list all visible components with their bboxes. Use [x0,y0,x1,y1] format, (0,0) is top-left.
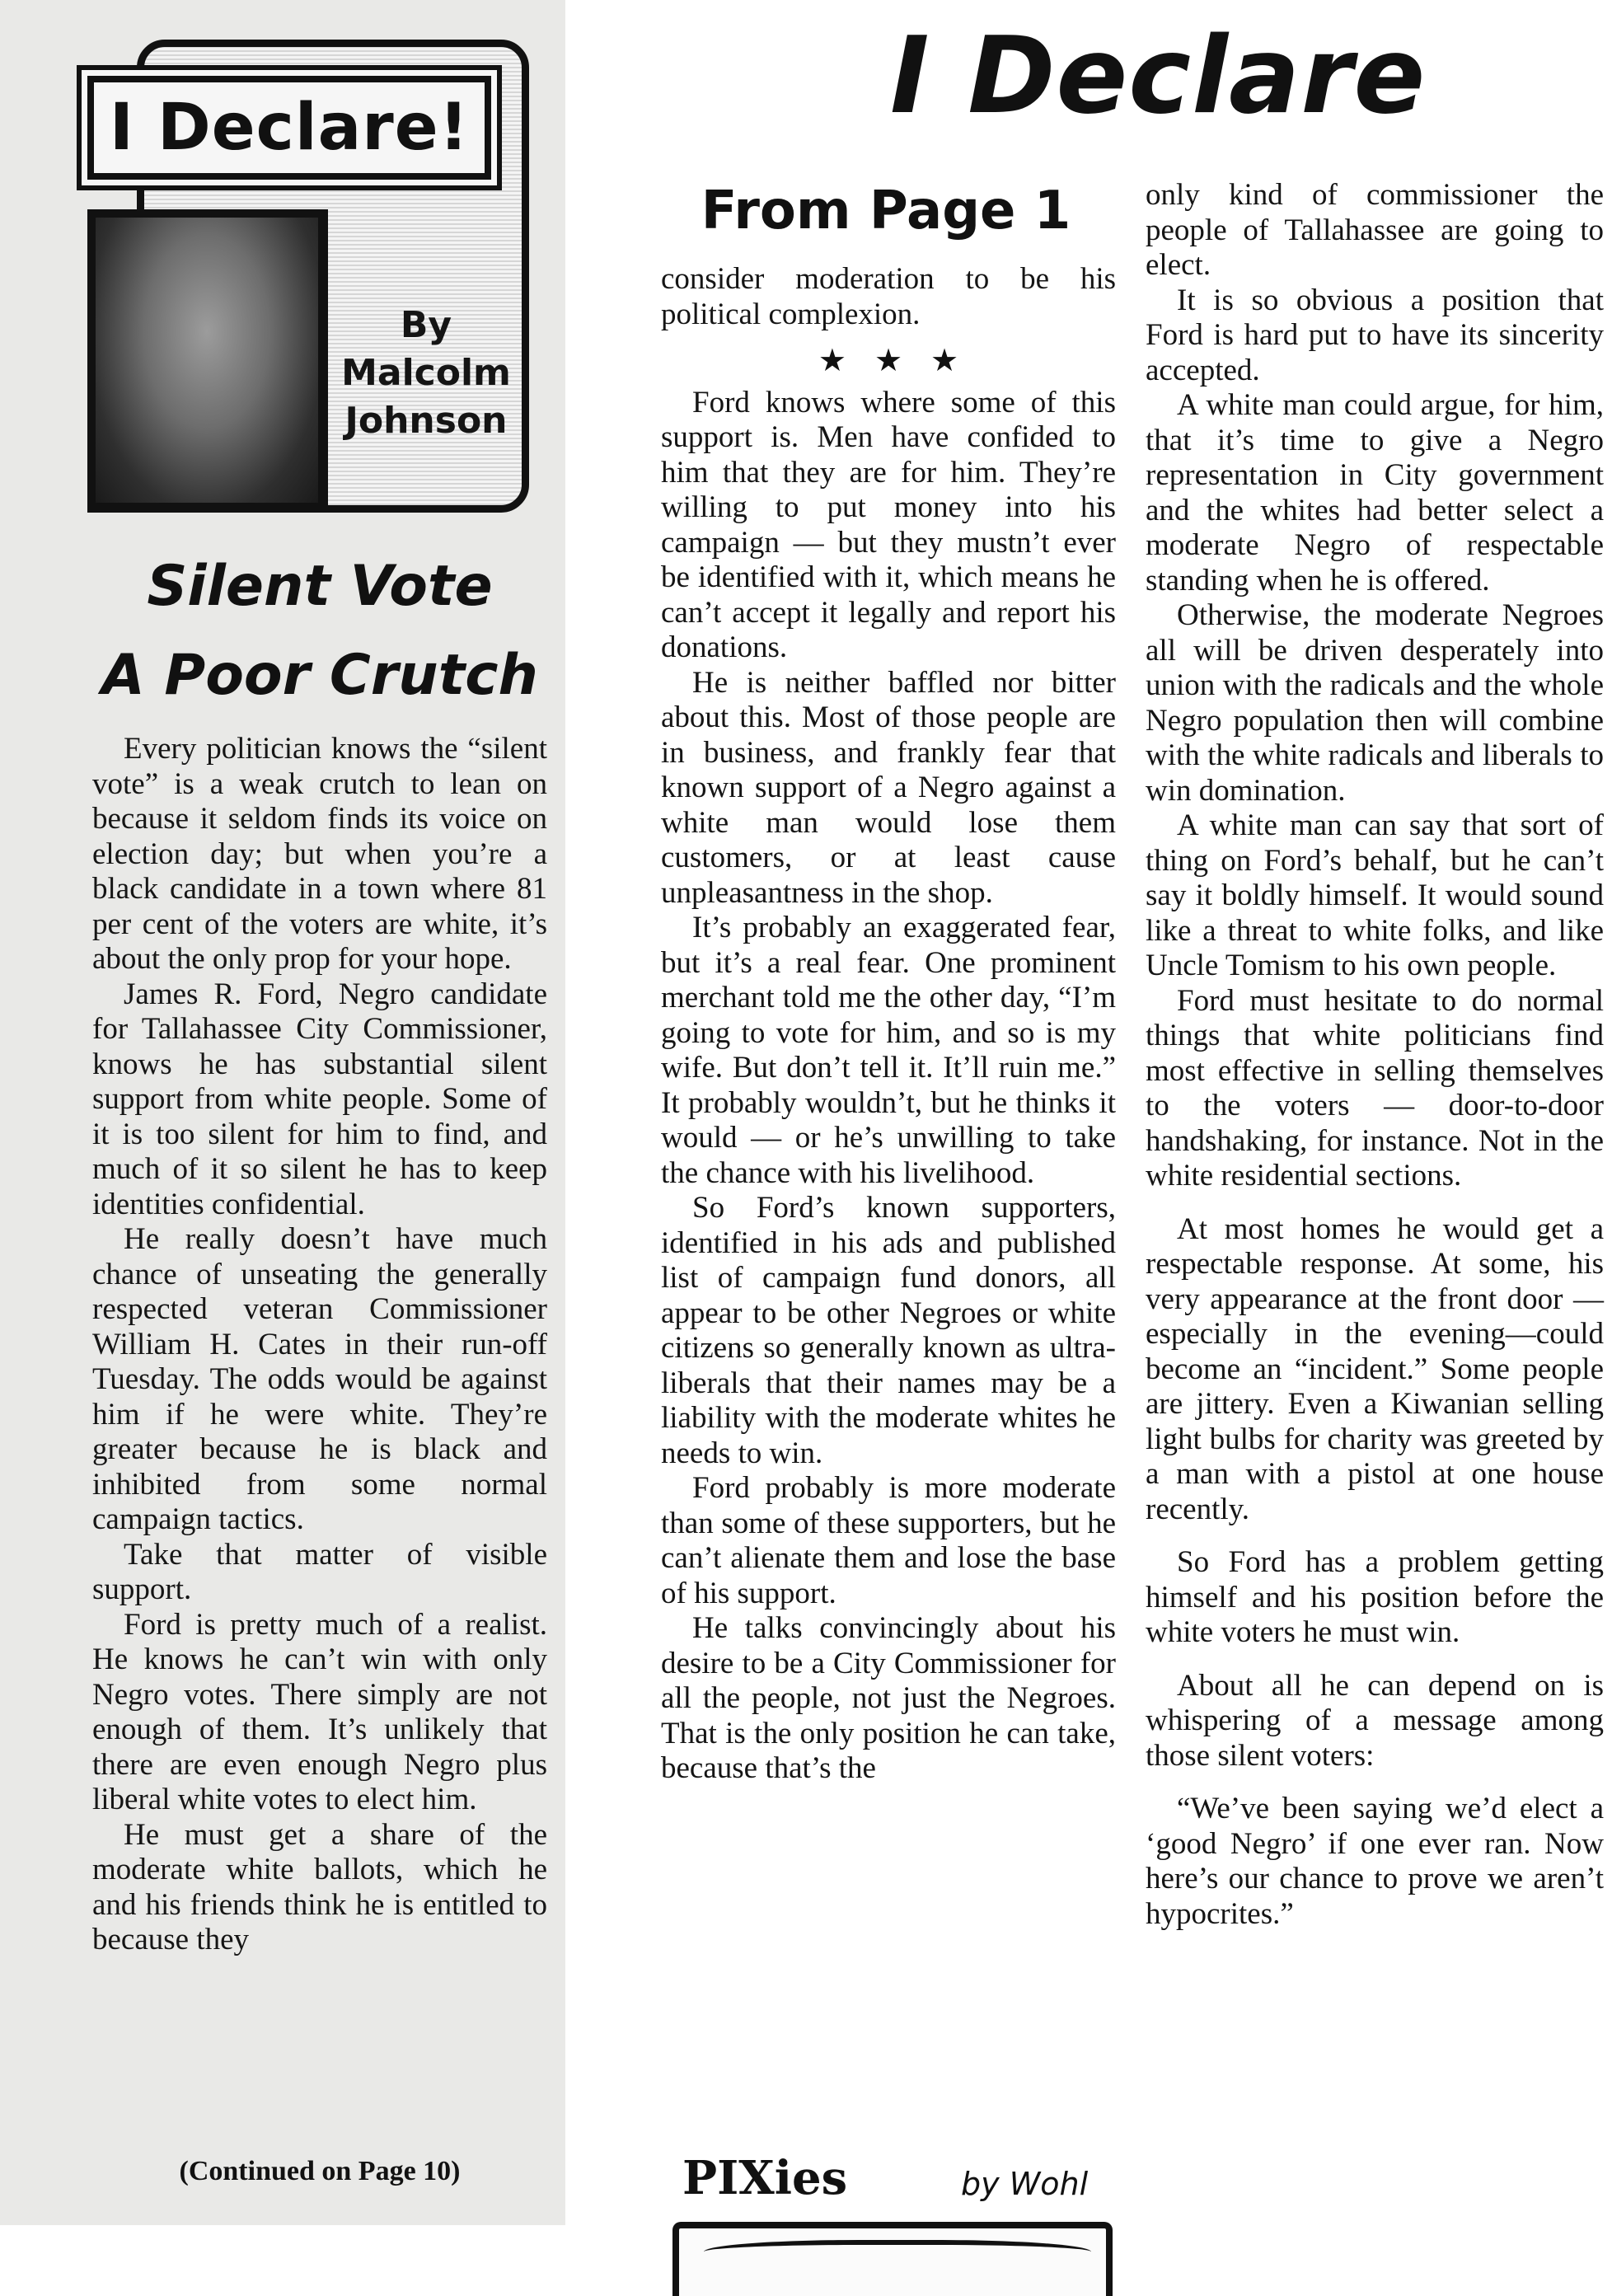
paragraph: A white man can say that sort of thing on Ford’s behalf, but he can’t say it boldly himself. It would sound like a threat to white folks, and like Uncle Tomism to his own people. [1146,808,1604,982]
headline-line-1: Silent Vote [147,554,493,619]
continuation-title: I Declare [890,15,1427,138]
paragraph: Ford knows where some of this support is. Men have confided to him that they are for him. They’re willing to put money into his campaign — but they mustn’t ever be identified with it, which means he can’t accept it legally and report his donations. [661,385,1116,664]
paragraph: He really doesn’t have much chance of unseating the generally respected veteran Commissioner William H. Cates in their run-off Tuesday. The odds would be against him if he were white. They’re greater because he is black and inhibited from some normal campaign tactics. [92,1222,547,1536]
comic-author: by Wohl [961,2166,1089,2202]
paragraph: About all he can depend on is whispering of a message among those silent voters: [1146,1668,1604,1773]
paragraph: Take that matter of visible support. [92,1537,547,1606]
article-headline [89,542,551,720]
paragraph: Ford probably is more moderate than some of these supporters, but he can’t alienate them and lose the base of his support. [661,1471,1116,1610]
paragraph: Ford must hesitate to do normal things that white politicians find most effective in selling themselves to the voters — door-to-door handshaking, for instance. Not in the white residential sections. [1146,983,1604,1193]
column-logo [87,40,539,513]
paragraph: Every politician knows the “silent vote” is a weak crutch to lean on because it seldom finds its voice on election day; but when you’re a black candidate in a town where 81 per cent of the voters are white, it’s about the only prop for your hope. [92,732,547,976]
continuation-column-middle [661,262,1116,1787]
star-divider: ★★★ [818,344,987,378]
left-article-body [92,732,547,1958]
paragraph: James R. Ford, Negro candidate for Tallahassee City Commissioner, knows he has substantial silent support from white people. Some of it is too silent for him to find, and much of it so silent he has to keep identities confidential. [92,977,547,1221]
comic-panel [672,2222,1113,2296]
left-column-clipping [0,0,565,2225]
from-page-heading: From Page 1 [701,180,1071,241]
logo-title-box [87,76,491,180]
continuation-column-right [1146,178,1604,1932]
paragraph: He talks convincingly about his desire to be a City Commissioner for all the people, not just the Negroes. That is the only position he can take, because that’s the [661,1611,1116,1785]
continued-on-note: (Continued on Page 10) [179,2156,461,2186]
paragraph: Otherwise, the moderate Negroes all will be driven desperately into union with the radicals and the whole Negro population then will combine with the white radicals and liberals to win domination. [1146,598,1604,808]
paragraph: At most homes he would get a respectable response. At some, his very appearance at the front door — especially in the evening—could become an “incident.” Some people are jittery. Even a Kiwanian selling light bulbs for charity was greeted by a man with a pistol at one house recently. [1146,1211,1604,1526]
byline-first-name: Malcolm [341,352,511,394]
paragraph: Ford is pretty much of a realist. He knows he can’t win with only Negro votes. There simply are not enough of them. It’s unlikely that there are even enough Negro plus liberal white votes to elect him. [92,1607,547,1816]
paragraph: “We’ve been saying we’d elect a ‘good Negro’ if one ever ran. Now here’s our chance to prove we aren’t hypocrites.” [1146,1792,1604,1931]
paragraph: So Ford’s known supporters, identified in his ads and published list of campaign fund donors, all appear to be other Negroes or white citizens so generally known as ultra-liberals that their names may be a liability with the moderate whites he needs to win. [661,1191,1116,1470]
paragraph: He is neither baffled nor bitter about this. Most of those people are in business, and frankly fear that known support of a Negro against a white man would lose them customers, or at least cause unpleasantness in the shop. [661,665,1116,910]
columnist-photo [87,209,328,513]
paragraph: So Ford has a problem getting himself and his position before the white voters he must win. [1146,1545,1604,1649]
pixies-comic [659,2148,1121,2275]
byline [331,302,521,445]
comic-title: PIXies [682,2151,848,2205]
byline-last-name: Johnson [344,400,508,442]
headline-line-2: A Poor Crutch [101,643,538,708]
paragraph: consider moderation to be his political complexion. [661,262,1116,331]
columnist-portrait-image [96,218,318,503]
paragraph: It is so obvious a position that Ford is hard put to have its sincerity accepted. [1146,283,1604,387]
logo-title: I Declare! [109,91,470,165]
paragraph: only kind of commissioner the people of Tallahassee are going to elect. [1146,178,1604,282]
byline-by: By [400,304,452,346]
paragraph: It’s probably an exaggerated fear, but it’s a real fear. One prominent merchant told me the other day, “I’m going to vote for him, and so is my wife. But don’t tell it. It’ll ruin me.” It probably wouldn’t, but he thinks it would — or he’s unwilling to take the chance with his livelihood. [661,911,1116,1190]
paragraph: He must get a share of the moderate white ballots, which he and his friends think he is entitled to because they [92,1817,547,1956]
comic-lettering-drawing [704,2240,1091,2270]
paragraph: A white man could argue, for him, that it’s time to give a Negro representation in City government and the whites had better select a moderate Negro of respectable standing when he is offered. [1146,388,1604,597]
